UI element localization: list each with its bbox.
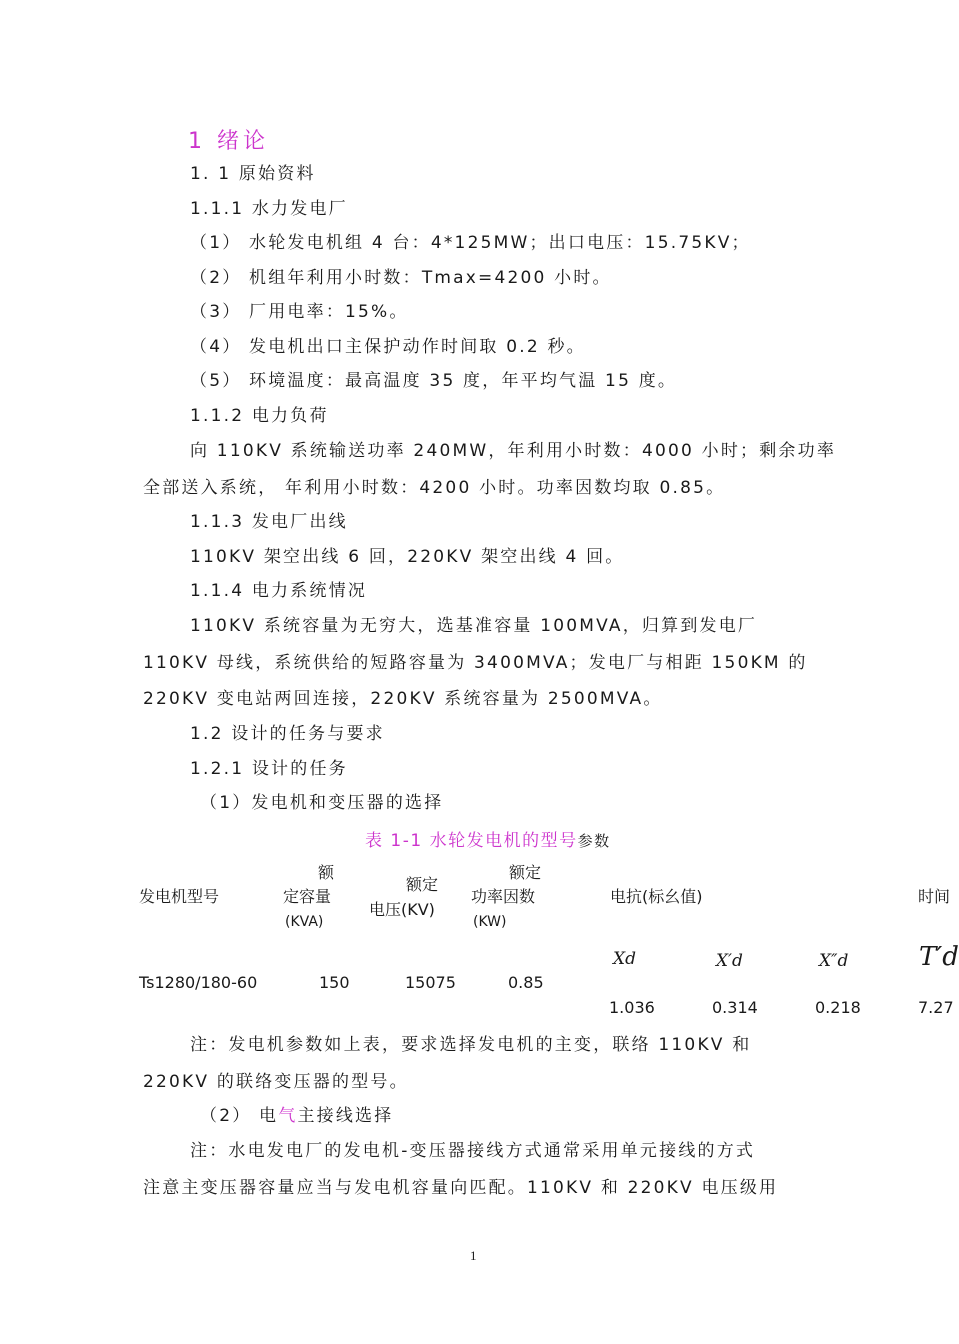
- text-line: （5） 环境温度：最高温度 35 度，年平均气温 15 度。: [190, 371, 678, 391]
- page-number: 1: [470, 1248, 477, 1263]
- text-line: 220KV 变电站两回连接，220KV 系统容量为 2500MVA。: [143, 689, 663, 709]
- main-wiring-prefix: （2） 电: [200, 1106, 279, 1126]
- header-capacity-unit: (KVA): [285, 914, 324, 930]
- header-model: 发电机型号: [139, 887, 220, 906]
- table-caption: [365, 826, 611, 851]
- cell-model: Ts1280/180-60: [139, 973, 258, 992]
- text-line: 110KV 系统容量为无穷大，选基准容量 100MVA，归算到发电厂: [190, 616, 758, 636]
- chapter-heading: 1 绪论: [188, 129, 269, 154]
- text-line: 1. 1 原始资料: [190, 164, 316, 184]
- cell-xd-prime: 0.314: [712, 998, 758, 1017]
- subheader-xd: Xd: [613, 949, 636, 969]
- text-line: 1.2 设计的任务与要求: [190, 724, 385, 744]
- text-line: （4） 发电机出口主保护动作时间取 0.2 秒。: [190, 337, 586, 357]
- main-wiring-suffix: 主接线选择: [297, 1106, 394, 1126]
- text-line: 1.1.2 电力负荷: [190, 406, 329, 426]
- cell-voltage: 15075: [405, 973, 456, 992]
- text-line: 1.1.1 水力发电厂: [190, 199, 348, 219]
- cell-xd: 1.036: [609, 998, 655, 1017]
- header-voltage-line1: 额定: [406, 875, 439, 894]
- text-line: （1）发电机和变压器的选择: [200, 793, 444, 813]
- header-capacity-line2: 定容量: [283, 887, 332, 906]
- subheader-xd-double-prime: X″d: [819, 951, 849, 971]
- table-caption-main: 表 1-1 水轮发电机的型号: [365, 831, 578, 851]
- header-pf-unit: (KW): [473, 914, 507, 930]
- cell-pf: 0.85: [508, 973, 544, 992]
- header-pf-line2: 功率因数: [471, 887, 536, 906]
- text-line: 向 110KV 系统输送功率 240MW，年利用小时数：4000 小时；剩余功率: [190, 441, 837, 461]
- cell-xd-double-prime: 0.218: [815, 998, 861, 1017]
- header-pf-line1: 额定: [509, 863, 542, 882]
- text-line: 注：发电机参数如上表，要求选择发电机的主变，联络 110KV 和: [190, 1035, 752, 1055]
- subheader-xd-prime: X′d: [716, 951, 743, 971]
- text-line: 220KV 的联络变压器的型号。: [143, 1072, 409, 1092]
- text-line: 注：水电发电厂的发电机-变压器接线方式通常采用单元接线的方式: [190, 1141, 756, 1161]
- main-wiring-heading: [200, 1105, 393, 1127]
- cell-td-prime: 7.27: [918, 998, 954, 1017]
- text-line: 1.1.4 电力系统情况: [190, 581, 368, 601]
- text-line: 110KV 架空出线 6 回，220KV 架空出线 4 回。: [190, 547, 625, 567]
- header-voltage-line2: 电压(KV): [369, 900, 435, 919]
- subheader-td-prime: T′d: [919, 942, 959, 972]
- cell-capacity: 150: [319, 973, 350, 992]
- text-line: 全部送入系统， 年利用小时数：4200 小时。功率因数均取 0.85。: [143, 478, 726, 498]
- header-reactance: 电抗(标幺值): [610, 887, 703, 906]
- text-line: 1.1.3 发电厂出线: [190, 512, 348, 532]
- header-capacity-line1: 额: [318, 863, 335, 882]
- header-time: 时间: [918, 887, 951, 906]
- table-caption-tail: 参数: [577, 832, 611, 850]
- text-line: （3） 厂用电率：15%。: [190, 302, 409, 322]
- text-line: （2） 机组年利用小时数：Tmax=4200 小时。: [190, 268, 612, 288]
- text-line: 1.2.1 设计的任务: [190, 759, 348, 779]
- text-line: 110KV 母线，系统供给的短路容量为 3400MVA；发电厂与相距 150KM 的: [143, 653, 808, 673]
- text-line: 注意主变压器容量应当与发电机容量向匹配。110KV 和 220KV 电压级用: [143, 1178, 779, 1198]
- text-line: （1） 水轮发电机组 4 台：4*125MW；出口电压：15.75KV；: [190, 233, 751, 253]
- main-wiring-highlight: 气: [278, 1106, 298, 1126]
